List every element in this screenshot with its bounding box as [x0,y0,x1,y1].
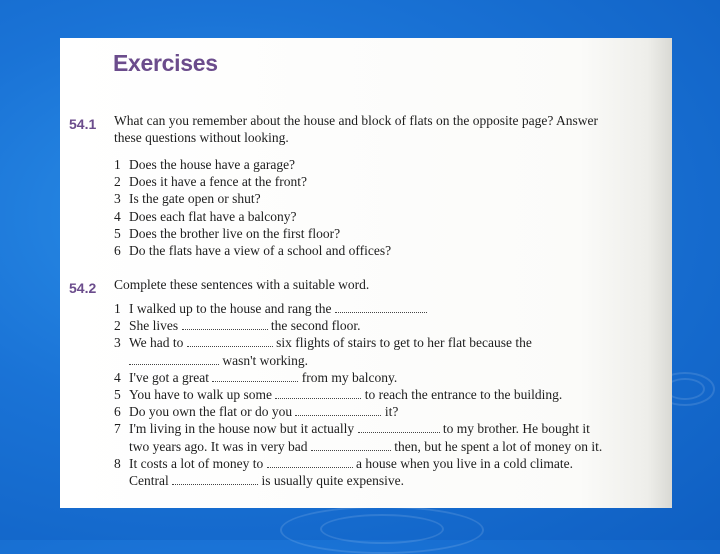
page-heading: Exercises [113,50,218,76]
list-item: two years ago. It was in very bad then, but he spent a lot of money on it. [129,438,603,454]
list-item: 1 I walked up to the house and rang the [114,300,602,317]
answer-blank[interactable] [275,389,361,399]
exercise-54-2-instruction: Complete these sentences with a suitable word. [114,277,370,292]
list-item: 5 Does the brother live on the first floor? [114,225,341,241]
list-item: 1 Does the house have a garage? [114,157,296,172]
answer-blank[interactable] [182,320,268,330]
list-item: 4 Does each flat have a balcony? [114,208,297,224]
list-item: 6 Do the flats have a view of a school and offices? [114,242,392,258]
exercise-number-54-1: 54.1 [69,116,97,132]
textbook-page [60,38,672,508]
answer-blank[interactable] [311,441,391,451]
answer-blank[interactable] [129,355,219,365]
answer-blank[interactable] [267,458,353,468]
exercise-54-1-questions [114,156,391,259]
list-item: Central is usually quite expensive. [129,472,404,488]
list-item: 7 I'm living in the house now but it actually to my brother. He bought it [114,421,590,437]
list-item: 3 Is the gate open or shut? [114,191,261,207]
list-item: 6 Do you own the flat or do you it? [114,404,399,420]
list-item: 5 You have to walk up some to reach the entrance to the building. [114,386,563,402]
answer-blank[interactable] [335,303,427,313]
answer-blank[interactable] [358,423,440,433]
exercise-54-1-instruction: What can you remember about the house and block of flats on the opposite page? Answer these questions without looking. [114,113,598,145]
list-item: 3 We had to six flights of stairs to get to her flat because the [114,335,532,351]
list-item: wasn't working. [114,352,602,369]
exercise-number-54-2: 54.2 [69,280,97,296]
list-item: 8 It costs a lot of money to a house when you live in a cold climate. [114,455,574,471]
answer-blank[interactable] [295,406,381,416]
answer-blank[interactable] [187,337,273,347]
exercise-54-2-sentences [114,300,602,489]
list-item: 2 Does it have a fence at the front? [114,174,308,190]
answer-blank[interactable] [172,475,258,485]
list-item: 2 She lives the second floor. [114,318,361,334]
answer-blank[interactable] [212,372,298,382]
list-item: 4 I've got a great from my balcony. [114,369,398,385]
